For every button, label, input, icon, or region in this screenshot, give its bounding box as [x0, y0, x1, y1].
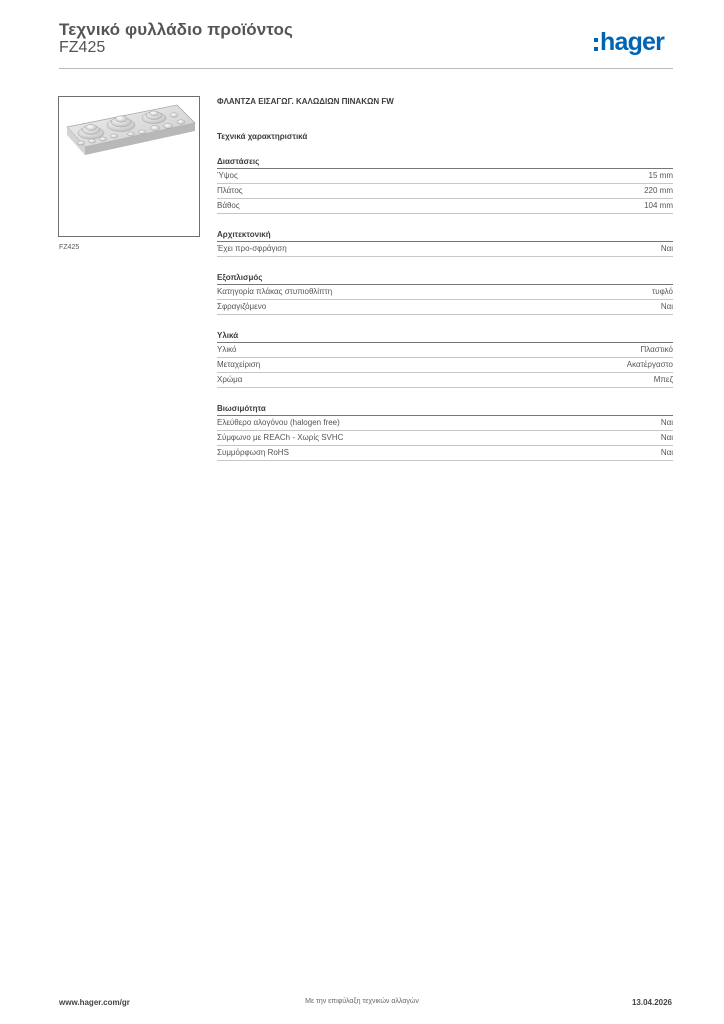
- spec-value: Ναι: [660, 244, 673, 253]
- spec-value: Ναι: [660, 448, 673, 457]
- spec-label: Μεταχείριση: [217, 360, 261, 369]
- spec-group-title: Βιωσιμότητα: [217, 404, 673, 416]
- spec-row: [217, 199, 673, 214]
- footer-website-link[interactable]: www.hager.com/gr: [59, 998, 130, 1007]
- spec-group: [217, 230, 673, 257]
- spec-value: 220 mm: [644, 186, 673, 195]
- spec-group: [217, 404, 673, 461]
- spec-label: Σφραγιζόμενο: [217, 302, 267, 311]
- spec-label: Υλικό: [217, 345, 237, 354]
- spec-value: Ναι: [660, 433, 673, 442]
- logo-colon-icon: [594, 38, 598, 51]
- spec-label: Πλάτος: [217, 186, 243, 195]
- spec-label: Ύψος: [217, 171, 238, 180]
- spec-row: [217, 358, 673, 373]
- footer-date: 13.04.2026: [631, 998, 672, 1007]
- spec-group-title: Διαστάσεις: [217, 157, 673, 169]
- spec-group: [217, 273, 673, 315]
- spec-group: [217, 157, 673, 214]
- spec-value: Πλαστικό: [640, 345, 673, 354]
- spec-row: [217, 446, 673, 461]
- section-title: Τεχνικά χαρακτηριστικά: [217, 132, 308, 141]
- spec-row: [217, 184, 673, 199]
- header-divider: [59, 68, 673, 69]
- spec-label: Κατηγορία πλάκας στυπιοθλίπτη: [217, 287, 333, 296]
- spec-group: [217, 331, 673, 388]
- spec-row: [217, 300, 673, 315]
- spec-row: [217, 285, 673, 300]
- spec-value: Μπεζ: [653, 375, 673, 384]
- cable-gland-plate-icon: [59, 97, 199, 236]
- product-name: ΦΛΑΝΤΖΑ ΕΙΣΑΓΩΓ. ΚΑΛΩΔΙΩΝ ΠΙΝΑΚΩΝ FW: [217, 97, 394, 106]
- spec-groups: [217, 157, 673, 461]
- spec-value: 15 mm: [648, 171, 673, 180]
- document-title: Τεχνικό φυλλάδιο προϊόντος: [59, 20, 293, 39]
- spec-group-title: Αρχιτεκτονική: [217, 230, 673, 242]
- spec-label: Συμμόρφωση RoHS: [217, 448, 289, 457]
- spec-label: Χρώμα: [217, 375, 243, 384]
- image-caption: FZ425: [59, 244, 80, 251]
- spec-value: τυφλό: [652, 287, 673, 296]
- spec-value: Ναι: [660, 418, 673, 427]
- spec-label: Ελεύθερο αλογόνου (halogen free): [217, 418, 340, 427]
- spec-row: [217, 416, 673, 431]
- spec-value: Ναι: [660, 302, 673, 311]
- spec-label: Σύμφωνο με REACh - Χωρίς SVHC: [217, 433, 344, 442]
- product-code: FZ425: [59, 39, 106, 56]
- hager-logo[interactable]: [594, 28, 664, 57]
- spec-label: Βάθος: [217, 201, 240, 210]
- spec-value: 104 mm: [644, 201, 673, 210]
- product-image: [58, 96, 200, 237]
- spec-group-title: Υλικά: [217, 331, 673, 343]
- spec-value: Ακατέργαστο: [626, 360, 673, 369]
- spec-row: [217, 169, 673, 184]
- spec-row: [217, 431, 673, 446]
- spec-label: Έχει προ-σφράγιση: [217, 244, 287, 253]
- spec-group-title: Εξοπλισμός: [217, 273, 673, 285]
- spec-row: [217, 373, 673, 388]
- footer-note: Με την επιφύλαξη τεχνικών αλλαγών: [305, 998, 419, 1005]
- spec-section: [217, 96, 673, 461]
- spec-row: [217, 242, 673, 257]
- spec-row: [217, 343, 673, 358]
- logo-text: hager: [600, 28, 665, 56]
